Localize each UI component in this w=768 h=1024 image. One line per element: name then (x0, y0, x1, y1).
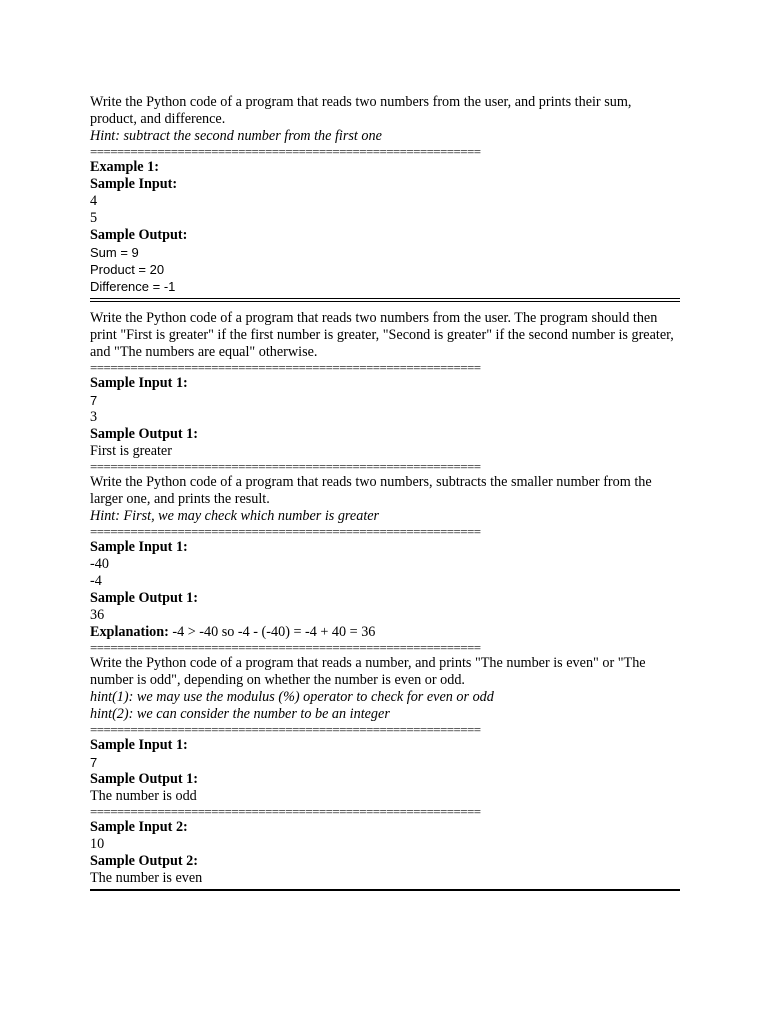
q4-input1-label: Sample Input 1: (90, 737, 188, 753)
q3-input-label: Sample Input 1: (90, 539, 188, 555)
q4-prompt: Write the Python code of a program that reads a number, and prints "The number is even" or "The number is odd", depending on whether the number is even or odd. (90, 655, 646, 688)
separator: ========================================================== (90, 145, 481, 159)
bottom-rule (90, 889, 680, 891)
q3-explanation (90, 624, 680, 641)
q2-input-value: 3 (90, 409, 98, 425)
separator: ========================================================== (90, 723, 481, 737)
q4-hint-1: hint(1): we may use the modulus (%) operator to check for even or odd (90, 689, 494, 705)
document-page (90, 94, 680, 891)
q4-input2-label: Sample Input 2: (90, 819, 188, 835)
q3-output-value: 36 (90, 607, 105, 623)
q1-output-value: Difference = -1 (90, 279, 176, 294)
q1-output-label: Sample Output: (90, 227, 188, 243)
q4-input1-value: 7 (90, 755, 98, 770)
q1-input-label: Sample Input: (90, 176, 178, 192)
separator: ========================================================== (90, 805, 481, 819)
q3-output-label: Sample Output 1: (90, 590, 198, 606)
q4-hint-2: hint(2): we can consider the number to be an integer (90, 706, 390, 722)
q1-output-value: Product = 20 (90, 262, 165, 277)
q2-input-label: Sample Input 1: (90, 375, 188, 391)
q2-output-label: Sample Output 1: (90, 426, 198, 442)
q3-input-value: -40 (90, 556, 109, 572)
q3-prompt: Write the Python code of a program that reads two numbers, subtracts the smaller number from the larger one, and prints the result. (90, 474, 652, 507)
q4-output1-value: The number is odd (90, 788, 197, 804)
q1-prompt: Write the Python code of a program that reads two numbers from the user, and prints their sum, product, and difference. (90, 94, 632, 127)
q3-explanation-text: -4 > -40 so -4 - (-40) = -4 + 40 = 36 (168, 624, 376, 640)
q1-example-label: Example 1: (90, 159, 159, 175)
q1-input-value: 4 (90, 193, 98, 209)
q4-input2-value: 10 (90, 836, 105, 852)
separator: ========================================================== (90, 641, 481, 655)
q4-output2-value: The number is even (90, 870, 203, 886)
section-divider (90, 298, 680, 302)
separator: ========================================================== (90, 460, 481, 474)
q1-hint: Hint: subtract the second number from the first one (90, 128, 382, 144)
separator: ========================================================== (90, 361, 481, 375)
q4-output1-label: Sample Output 1: (90, 771, 198, 787)
q2-prompt: Write the Python code of a program that reads two numbers from the user. The program should then print "First is greater" if the first number is greater, "Second is greater" if the second number is greater, and "The numbers are equal" otherwise. (90, 310, 674, 360)
q2-output-value: First is greater (90, 443, 172, 459)
q3-explanation-label: Explanation: (90, 624, 169, 640)
q1-output-value: Sum = 9 (90, 245, 139, 260)
q1-input-value: 5 (90, 210, 98, 226)
q2-input-value: 7 (90, 393, 98, 408)
separator: ========================================================== (90, 525, 481, 539)
q4-output2-label: Sample Output 2: (90, 853, 198, 869)
q3-input-value: -4 (90, 573, 102, 589)
q3-hint: Hint: First, we may check which number is greater (90, 508, 380, 524)
